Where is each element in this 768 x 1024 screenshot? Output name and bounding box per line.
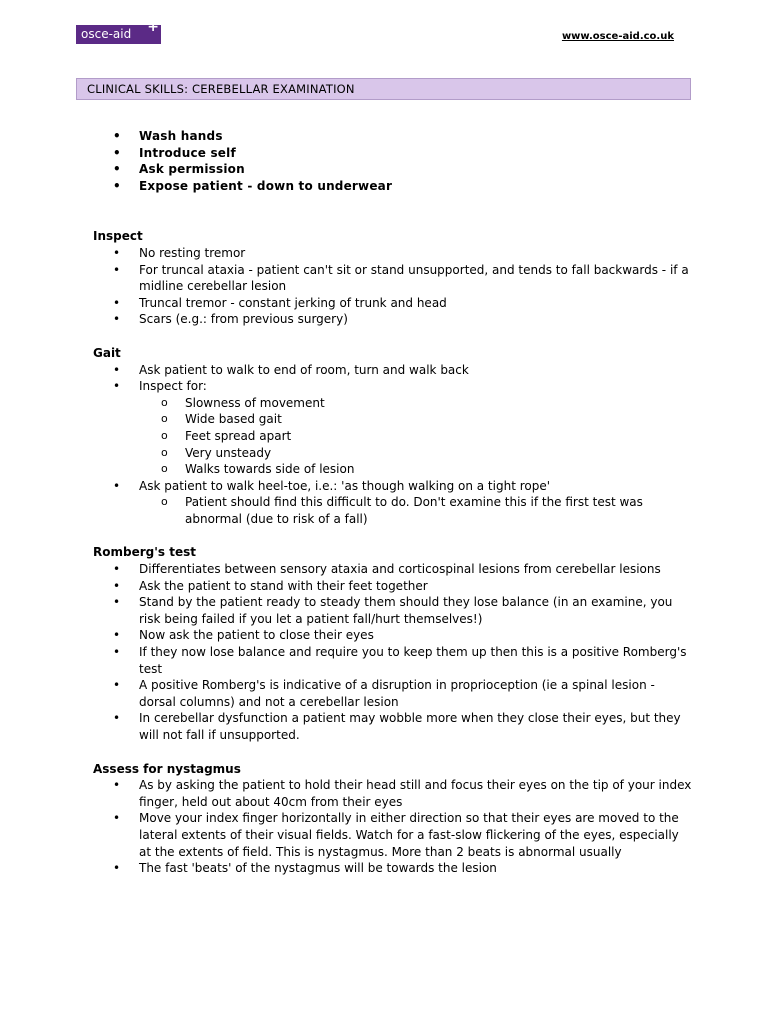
list-item: • Wash hands bbox=[93, 128, 693, 145]
list-item: • Stand by the patient ready to steady them should they lose balance (in an examine, you risk being failed if you let a patient fall/hurt themselves!) bbox=[93, 594, 693, 627]
list-item: • For truncal ataxia - patient can't sit or stand unsupported, and tends to fall backwards - if a midline cerebellar lesion bbox=[93, 262, 693, 295]
sublist-item: o Slowness of movement bbox=[139, 395, 693, 412]
list-item: • Move your index finger horizontally in either direction so that their eyes are moved to the lateral extents of their visual fields. Watch for a fast-slow flickering of the eyes, especially at the extents of field. This is nystagmus. More than 2 beats is abnormal usually bbox=[93, 810, 693, 860]
logo-text: osce-aid bbox=[81, 27, 132, 41]
list-item: • No resting tremor bbox=[93, 245, 693, 262]
document-body bbox=[93, 128, 693, 877]
list-item: • Expose patient - down to underwear bbox=[93, 178, 693, 195]
list-item: • If they now lose balance and require you to keep them up then this is a positive Romberg's test bbox=[93, 644, 693, 677]
sublist-item: o Feet spread apart bbox=[139, 428, 693, 445]
inspect-for-sublist bbox=[93, 395, 693, 478]
list-item: • Ask the patient to stand with their feet together bbox=[93, 578, 693, 595]
list-item bbox=[93, 478, 693, 528]
nystagmus-list bbox=[93, 777, 693, 877]
list-item: • Ask permission bbox=[93, 161, 693, 178]
list-item: • In cerebellar dysfunction a patient may wobble more when they close their eyes, but they will not fall if unsupported. bbox=[93, 710, 693, 743]
romberg-heading: Romberg's test bbox=[93, 545, 196, 560]
list-item: • Introduce self bbox=[93, 145, 693, 162]
site-url-link[interactable]: www.osce-aid.co.uk bbox=[561, 31, 674, 42]
list-item: • As by asking the patient to hold their head still and focus their eyes on the tip of your index finger, held out about 40cm from their eyes bbox=[93, 777, 693, 810]
list-item: • Now ask the patient to close their eyes bbox=[93, 627, 693, 644]
list-item: • A positive Romberg's is indicative of a disruption in proprioception (ie a spinal lesion - dorsal columns) and not a cerebellar lesion bbox=[93, 677, 693, 710]
osce-aid-logo bbox=[76, 19, 161, 44]
list-item: • Differentiates between sensory ataxia and corticospinal lesions from cerebellar lesions bbox=[93, 561, 693, 578]
inspect-list bbox=[93, 245, 693, 328]
list-item-label: Ask patient to walk heel-toe, i.e.: 'as though walking on a tight rope' bbox=[139, 478, 551, 493]
romberg-list bbox=[93, 561, 693, 744]
gait-list bbox=[93, 362, 693, 528]
page-title: CLINICAL SKILLS: CEREBELLAR EXAMINATION bbox=[76, 78, 691, 100]
sublist-item: o Wide based gait bbox=[139, 411, 693, 428]
heel-toe-sublist bbox=[93, 494, 693, 527]
sublist-item: o Very unsteady bbox=[139, 445, 693, 462]
sublist-item: o Patient should find this difficult to do. Don't examine this if the first test was abnormal (due to risk of a fall) bbox=[139, 494, 693, 527]
gait-heading: Gait bbox=[93, 345, 121, 360]
list-item: • The fast 'beats' of the nystagmus will be towards the lesion bbox=[93, 860, 693, 877]
list-item: • Truncal tremor - constant jerking of trunk and head bbox=[93, 295, 693, 312]
logo-plus-icon: + bbox=[147, 19, 159, 35]
list-item: • Scars (e.g.: from previous surgery) bbox=[93, 311, 693, 328]
intro-list bbox=[93, 128, 693, 194]
list-item-label: Inspect for: bbox=[139, 379, 207, 394]
list-item bbox=[93, 378, 693, 478]
sublist-item: o Walks towards side of lesion bbox=[139, 461, 693, 478]
list-item: • Ask patient to walk to end of room, turn and walk back bbox=[93, 362, 693, 379]
inspect-heading: Inspect bbox=[93, 229, 143, 244]
nystagmus-heading: Assess for nystagmus bbox=[93, 761, 241, 776]
